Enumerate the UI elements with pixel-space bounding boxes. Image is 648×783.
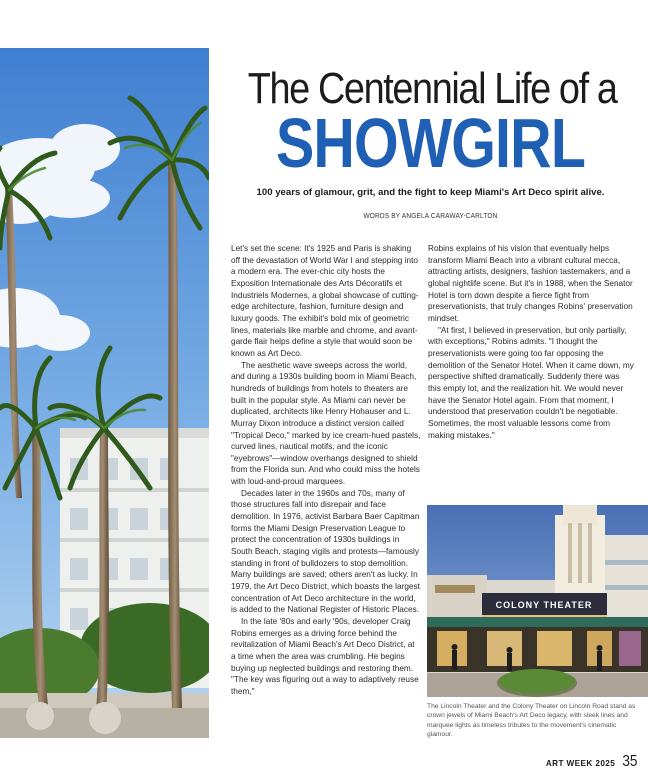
page-footer — [546, 753, 639, 771]
body-paragraph: In the late '80s and early '90s, developer Craig Robins emerges as a driving force behind the revitalization of Miami Beach's Art Deco District, at a time when the area was crumbling. He begins buying up neglected buildings and restoring them. "The key was figuring out a way to adaptively reuse them," — [231, 617, 419, 696]
photo-caption: The Lincoln Theater and the Colony Theater on Lincoln Road stand as crown jewels of Miami Beach's Art Deco legacy, with sleek lines and marquee lights as timeless tributes to the movement's cinematic glamour. — [427, 703, 636, 738]
body-column-1 — [231, 243, 421, 698]
palm-trees-photo — [0, 48, 209, 738]
byline: WORDS BY ANGELA CARAWAY-CARLTON — [363, 211, 498, 220]
footer-label: ART WEEK 2025 — [545, 759, 616, 768]
body-paragraph: Robins explains of his vision that eventually helps transform Miami Beach into a vibrant cultural mecca, attracting artists, designers, fashion tastemakers, and a global nightlife scene. But it's in 1988, when the Senator Hotel is torn down despite a fierce fight from preservationists, that truly changes Robins' preservation mindset. — [428, 244, 633, 323]
body-paragraph: Decades later in the 1960s and 70s, many of those structures fall into disrepair and face demolition. In 1976, activist Barbara Baer Capitman forms the Miami Design Preservation League to protect the concentration of 1930s buildings in South Beach, staging vigils and protests—famously standing in front of bulldozers to stop demolition. Many buildings are saved; others aren't as lucky. In 1979, the Art Deco District, which boasts the largest concentration of Art Deco architecture in the world, is added to the National Register of Historic Places. — [231, 488, 420, 615]
marquee-text: COLONY THEATER — [495, 600, 593, 610]
body-paragraph: Let's set the scene: It's 1925 and Paris is shaking off the devastation of World War I and stepping into a modern era. The ever-chic city hosts the Exposition Internationale des Arts Décoratifs et Industriels Modernes, a global showcase of cutting-edge architecture, fashion, furniture design and luxury goods. The exhibit's bold mix of geometric lines, materials like marble and chrome, and avant-garde flair helps define a style that would soon be known as Art Deco. — [231, 244, 419, 358]
body-column-2 — [428, 243, 634, 441]
colony-theater-photo — [427, 505, 648, 697]
body-paragraph: The aesthetic wave sweeps across the world, and during a 1930s building boom in Miami Beach, hundreds of buildings from hotels to theaters are built in the popular style. As Miami can never be duplicated, architects like Henry Hohauser and L. Murray Dixon introduce a distinct version called "Tropical Deco," marked by ice cream-hued pastels, curved lines, nautical motifs, and the iconic "eyebrows"—window overhangs designed to shield from the Florida sun. And who could miss the hotels with loud-and-proud marquees. — [231, 360, 421, 487]
deck-subtitle: 100 years of glamour, grit, and the fight to keep Miami's Art Deco spirit alive. — [256, 187, 605, 198]
headline-line-1: The Centennial Life of a — [247, 64, 617, 113]
body-paragraph: "At first, I believed in preservation, but only partially, with exceptions," Robins admits. "I thought the preservationists were going too far opposing the demolition of the Senator Hotel. When it came down, my perspective shifted dramatically. Suddenly there was this empty lot, and the realization hit. We would never have the Senator Hotel again. From that moment, I understood that preservation couldn't be negotiable. Sometimes, the most valuable lessons come from making mistakes." — [428, 325, 634, 440]
headline-showgirl: SHOWGIRL — [275, 104, 586, 182]
page-number: 35 — [622, 753, 638, 770]
